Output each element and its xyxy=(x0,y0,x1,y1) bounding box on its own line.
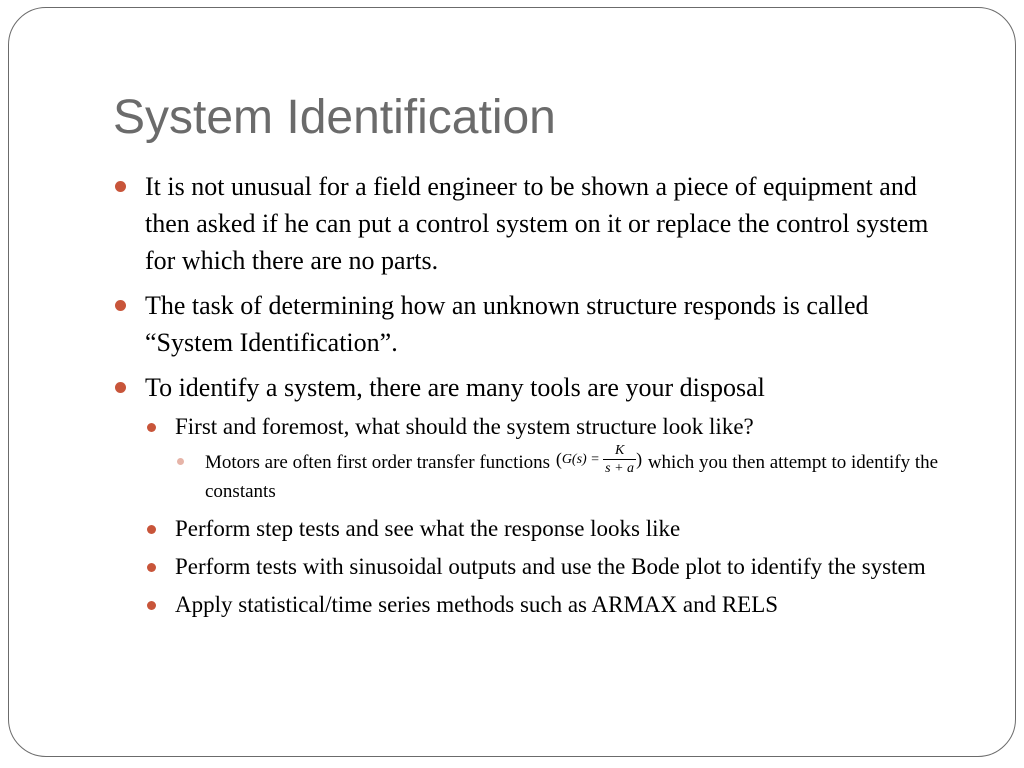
sub-bullet-text: Apply statistical/time series methods such as ARMAX and RELS xyxy=(175,592,779,618)
formula-close-paren: ) xyxy=(636,449,643,470)
bullet-item xyxy=(113,287,953,361)
bullet-item xyxy=(113,369,953,622)
formula-open-paren: ( xyxy=(555,449,562,470)
sub-bullet-item xyxy=(145,588,953,622)
transfer-function-formula xyxy=(556,442,642,477)
sub-bullet-item xyxy=(145,512,953,546)
sub-bullet-text: Perform tests with sinusoidal outputs and use the Bode plot to identify the system xyxy=(175,554,926,580)
sub-bullet-text: First and foremost, what should the system structure look like? xyxy=(175,414,754,439)
bullet-dot-icon xyxy=(147,423,156,432)
sub-sub-bullet-list xyxy=(175,443,953,506)
bullet-dot-icon xyxy=(115,382,126,393)
sub-sub-bullet-item xyxy=(175,443,953,506)
bullet-dot-icon xyxy=(147,525,156,534)
bullet-text: To identify a system, there are many tools are your disposal xyxy=(145,373,765,402)
bullet-dot-icon xyxy=(147,563,156,572)
bullet-item xyxy=(113,168,953,279)
bullet-text: It is not unusual for a field engineer to be shown a piece of equipment and then asked if he can put a control system on it or replace the control system for which there are no parts. xyxy=(145,172,929,275)
slide-content xyxy=(113,168,953,630)
sub-sub-bullet-text-after: which you then attempt to identify the constants xyxy=(205,452,939,503)
slide-title: System Identification xyxy=(113,91,556,144)
sub-bullet-text: Perform step tests and see what the response looks like xyxy=(175,516,681,542)
formula-numerator: K xyxy=(603,442,636,460)
sub-sub-bullet-text-before: Motors are often first order transfer functions xyxy=(205,452,555,473)
slide xyxy=(8,7,1016,757)
bullet-dot-icon xyxy=(177,458,184,465)
bullet-text: The task of determining how an unknown structure responds is called “System Identification”. xyxy=(145,291,869,357)
formula-denominator: s + a xyxy=(605,461,635,477)
bullet-dot-icon xyxy=(147,601,156,610)
sub-bullet-item xyxy=(145,550,953,584)
bullet-list xyxy=(113,168,953,622)
bullet-dot-icon xyxy=(115,300,126,311)
formula-fraction xyxy=(603,442,636,477)
bullet-dot-icon xyxy=(115,181,126,192)
sub-bullet-item xyxy=(145,410,953,506)
formula-lhs: G(s) = xyxy=(561,452,600,468)
sub-bullet-list xyxy=(145,410,953,622)
